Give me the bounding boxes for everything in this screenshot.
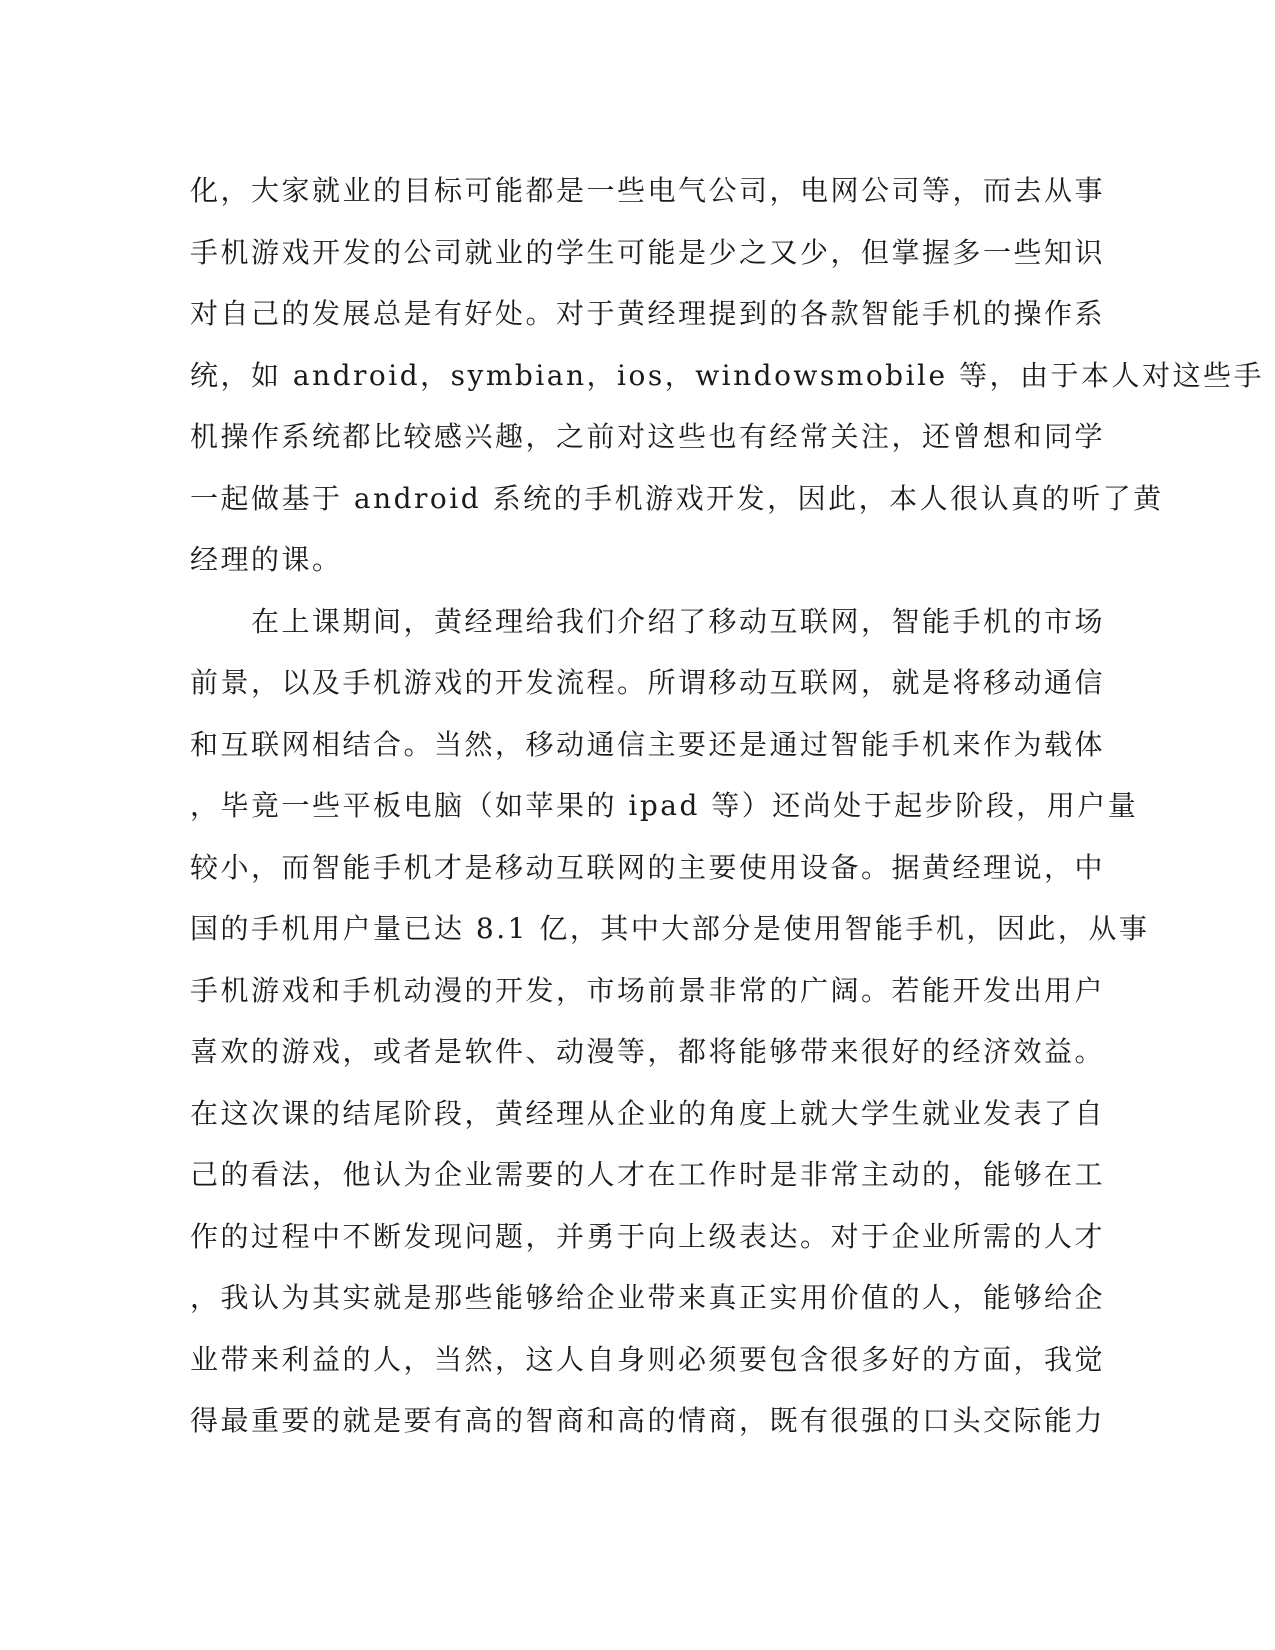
text-line: 手机游戏和手机动漫的开发，市场前景非常的广阔。若能开发出用户 — [190, 973, 1106, 1007]
text-line: 经理的课。 — [190, 543, 343, 576]
text-line: 作的过程中不断发现问题，并勇于向上级表达。对于企业所需的人才 — [190, 1219, 1106, 1253]
text-line: 手机游戏开发的公司就业的学生可能是少之又少，但掌握多一些知识 — [190, 235, 1106, 269]
text-line: 一起做基于 android 系统的手机游戏开发，因此，本人很认真的听了黄 — [190, 481, 1164, 515]
text-line: 统，如 android，symbian，ios，windowsmobile 等，由于本人对这些手 — [190, 358, 1264, 392]
text-line: 国的手机用户量已达 8.1 亿，其中大部分是使用智能手机，因此，从事 — [190, 912, 1150, 945]
text-line: 机操作系统都比较感兴趣，之前对这些也有经常关注，还曾想和同学 — [190, 420, 1106, 453]
text-line: ，我认为其实就是那些能够给企业带来真正实用价值的人，能够给企 — [190, 1281, 1106, 1314]
text-line: 得最重要的就是要有高的智商和高的情商，既有很强的口头交际能力 — [190, 1404, 1106, 1437]
text-line: 化，大家就业的目标可能都是一些电气公司，电网公司等，而去从事 — [190, 174, 1106, 207]
text-line: 前景，以及手机游戏的开发流程。所谓移动互联网，就是将移动通信 — [190, 666, 1106, 699]
text-line: 业带来利益的人，当然，这人自身则必须要包含很多好的方面，我觉 — [190, 1342, 1106, 1376]
text-line: 在上课期间，黄经理给我们介绍了移动互联网，智能手机的市场 — [190, 604, 1106, 638]
text-line: 己的看法，他认为企业需要的人才在工作时是非常主动的，能够在工 — [190, 1158, 1106, 1191]
text-line: ，毕竟一些平板电脑（如苹果的 ipad 等）还尚处于起步阶段，用户量 — [190, 789, 1139, 822]
text-line: 在这次课的结尾阶段，黄经理从企业的角度上就大学生就业发表了自 — [190, 1096, 1106, 1130]
text-line: 对自己的发展总是有好处。对于黄经理提到的各款智能手机的操作系 — [190, 297, 1106, 330]
text-line: 喜欢的游戏，或者是软件、动漫等，都将能够带来很好的经济效益。 — [190, 1035, 1106, 1068]
text-line: 较小，而智能手机才是移动互联网的主要使用设备。据黄经理说，中 — [190, 850, 1106, 884]
text-line: 和互联网相结合。当然，移动通信主要还是通过智能手机来作为载体 — [190, 727, 1106, 761]
body-text — [190, 160, 1264, 1452]
